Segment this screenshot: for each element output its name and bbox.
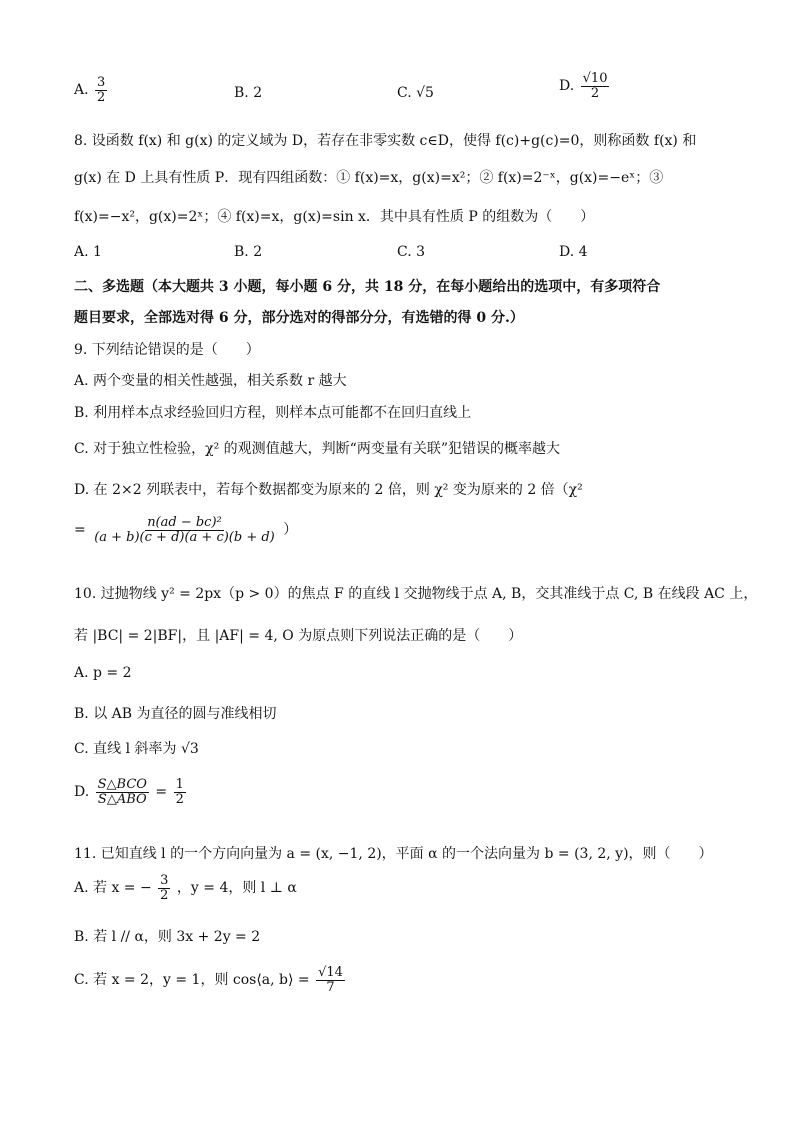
q7-option-a: A. $\frac{3}{2}$ (74, 75, 106, 105)
q9-option-c: C. 对于独立性检验，χ² 的观测值越大，判断“两变量有关联”犯错误的概率越大 (74, 441, 560, 457)
q8-option-d: D. 4 (559, 244, 588, 260)
q8-line-2: g(x) 在 D 上具有性质 P．现有四组函数：① f(x)=x，g(x)=x²；② f(x)=2⁻ˣ，g(x)=−eˣ；③ (74, 170, 664, 186)
q9-option-b: B. 利用样本点求经验回归方程，则样本点可能都不在回归直线上 (74, 405, 472, 421)
q7-option-d: D. $\frac{√10}{2}$ (559, 71, 608, 101)
q11-stem: 11. 已知直线 l 的一个方向向量为 a = (x, −1, 2)，平面 α 的一个法向量为 b = (3, 2, y)，则（ ） (74, 846, 713, 862)
q10-option-a: A. p = 2 (74, 665, 132, 681)
q8-option-c: C. 3 (397, 244, 426, 260)
q11-option-c: C. 若 x = 2，y = 1，则 cos⟨a, b⟩ = $\frac{√14}{7}$ (74, 965, 343, 995)
fraction: $\frac{√10}{2}$ (582, 71, 608, 101)
q8-option-b: B. 2 (234, 244, 263, 260)
q10-option-c: C. 直线 l 斜率为 √3 (74, 741, 199, 757)
chi-square-formula: $\frac{\text{n(ad − bc)²}}{(a + b)(c + d)(a + c)(b + d)}$ (94, 515, 275, 545)
area-ratio-fraction: $\frac{\text{S△BCO}}{\text{S△ABO}}$ (97, 777, 147, 807)
fraction: $\frac{3}{2}$ (97, 75, 106, 105)
q9-option-d-formula: = $\frac{\text{n(ad − bc)²}}{(a + b)(c + d)(a + c)(b + d)}$ ） (74, 515, 298, 545)
q10-line-1: 10. 过抛物线 y² = 2px（p > 0）的焦点 F 的直线 l 交抛物线于点 A, B，交其准线于点 C, B 在线段 AC 上， (74, 586, 758, 602)
q8-line-1: 8. 设函数 f(x) 和 g(x) 的定义域为 D，若存在非零实数 c∈D，使得 f(c)+g(c)=0，则称函数 f(x) 和 (74, 133, 697, 149)
section-heading-line-2: 题目要求，全部选对得 6 分，部分选对的得部分分，有选错的得 0 分.） (74, 310, 524, 326)
q7-option-b: B. 2 (234, 85, 263, 101)
q7-option-c: C. √5 (397, 85, 434, 101)
q8-line-3: f(x)=−x²，g(x)=2ˣ；④ f(x)=x，g(x)=sin x．其中具有性质 P 的组数为（ ） (74, 209, 595, 225)
q9-option-a: A. 两个变量的相关性越强，相关系数 r 越大 (74, 373, 347, 389)
q10-line-2: 若 |BC| = 2|BF|，且 |AF| = 4, O 为原点则下列说法正确的是（ ） (74, 628, 523, 644)
section-heading-line-1: 二、多选题（本大题共 3 小题，每小题 6 分，共 18 分，在每小题给出的选项中，有多项符合 (74, 279, 661, 295)
q10-option-d: D. $\frac{\text{S△BCO}}{\text{S△ABO}}$ = $\frac{1}{2}$ (74, 777, 184, 807)
q10-option-b: B. 以 AB 为直径的圆与准线相切 (74, 706, 277, 722)
q9-option-d: D. 在 2×2 列联表中，若每个数据都变为原来的 2 倍，则 χ² 变为原来的 2 倍（χ² (74, 482, 583, 498)
q8-option-a: A. 1 (74, 244, 102, 260)
q11-option-a: A. 若 x = − $\frac{3}{2}$ ，y = 4，则 l ⊥ α (74, 873, 297, 903)
q11-option-b: B. 若 l // α，则 3x + 2y = 2 (74, 929, 261, 945)
fraction: $\frac{3}{2}$ (160, 873, 169, 903)
q9-stem: 9. 下列结论错误的是（ ） (74, 342, 260, 358)
fraction: $\frac{√14}{7}$ (318, 965, 343, 995)
fraction: $\frac{1}{2}$ (175, 777, 184, 807)
